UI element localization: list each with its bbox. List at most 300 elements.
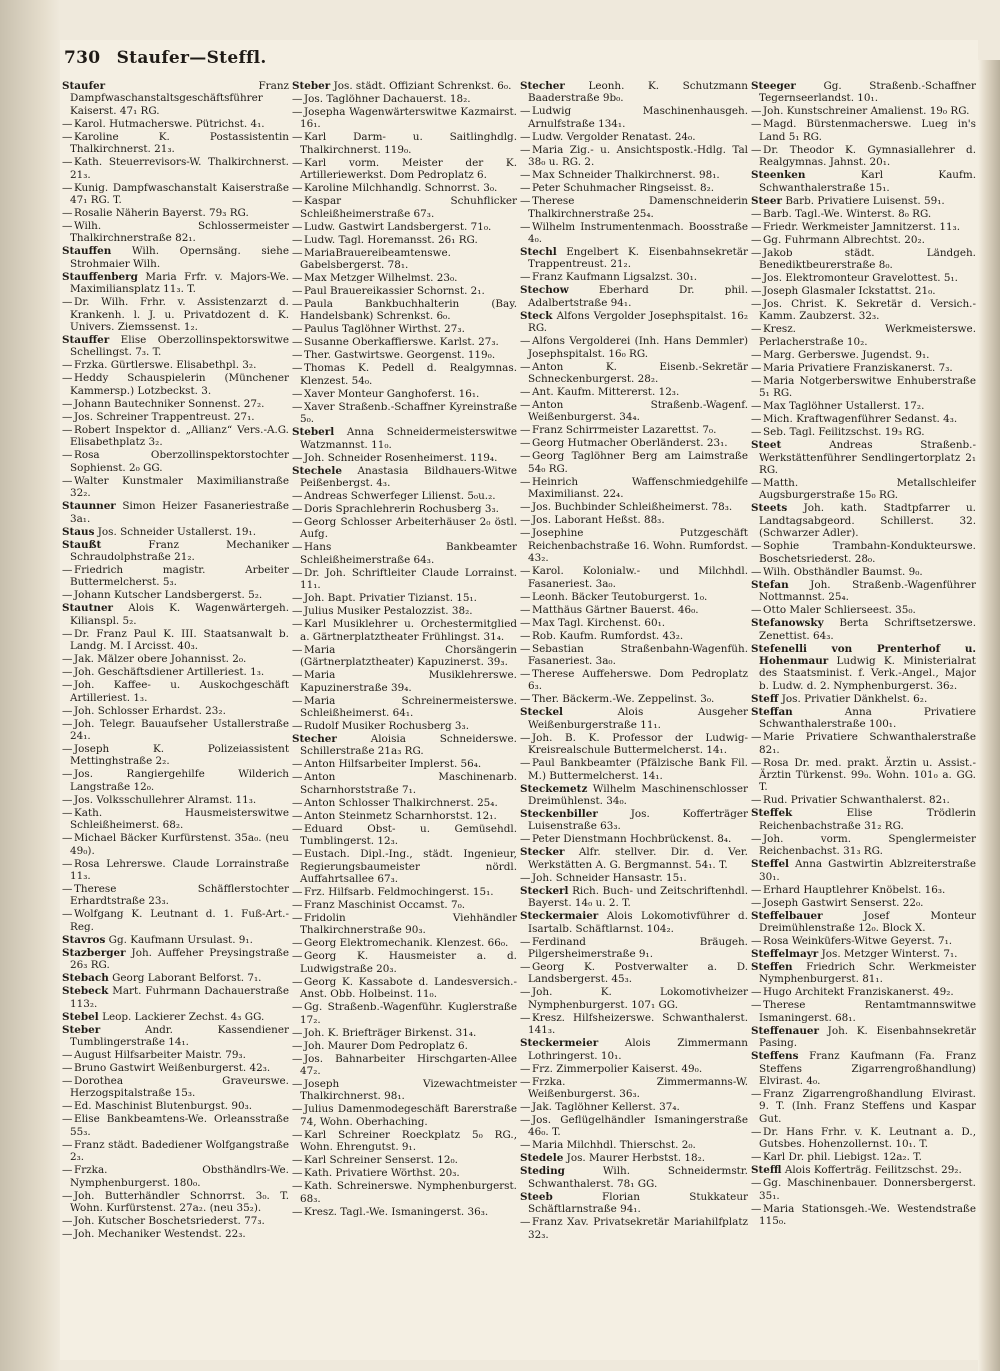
directory-entry <box>751 169 976 194</box>
repeat-dash: — <box>62 589 73 602</box>
repeat-dash: — <box>62 1215 73 1228</box>
entry-text: Maria Chorsängerin (Gärtnerplatztheater) Kapuzinerst. 39₃. <box>300 643 517 669</box>
entry-text: Franz Xav. Privatsekretär Mariahilfplatz 32₃. <box>528 1216 748 1241</box>
entry-text: Ludw. Gastwirt Landsbergerst. 71₀. <box>304 220 492 233</box>
directory-entry <box>62 1139 289 1164</box>
entry-text: Erhard Hauptlehrer Knöbelst. 16₃. <box>763 883 946 896</box>
entry-text: Wilh. Opernsäng. siehe Strohmaier Wilh. <box>70 245 289 270</box>
directory-entry <box>292 1053 517 1078</box>
entry-text: Max Tagl. Kirchenst. 60₁. <box>532 616 666 629</box>
entry-text: Therese Auffeherswe. Dom Pedroplatz 6₃. <box>528 667 748 693</box>
entry-surname: Stauffenberg <box>62 270 138 283</box>
repeat-dash: — <box>751 1177 762 1190</box>
entry-text: Joh. K. Eisenbahnsekretär Pasing. <box>759 1024 976 1050</box>
entry-text: Mart. Fuhrmann Dachauerstraße 113₂. <box>70 985 289 1010</box>
directory-entry <box>62 296 289 333</box>
entry-text: Karl vorm. Meister der K. Artilleriewerkst. Dom Pedroplatz 6. <box>300 156 517 182</box>
entry-text: Paula Bankbuchhalterin (Bay. Handelsbank) Schrenkst. 6₀. <box>300 298 517 323</box>
entry-text: Dr. Franz Paul K. III. Staatsanwalt b. Landg. M. I Arcisst. 40₃. <box>70 627 289 653</box>
entry-text: Eustach. Dipl.-Ing., städt. Ingenieur, Regierungsbaumeister nördl. Auffahrtsallee 67₃. <box>300 848 517 885</box>
repeat-dash: — <box>292 1180 303 1193</box>
entry-text: Georg Hutmacher Oberländerst. 23₁. <box>532 437 728 450</box>
entry-text: Rosa Dr. med. prakt. Ärztin u. Assist.-Ärztin Türkenst. 99₀. Wohn. 101₀ a. GG. T. <box>759 756 976 794</box>
repeat-dash: — <box>751 233 762 246</box>
directory-entry <box>751 1177 976 1202</box>
directory-entry <box>292 1167 517 1179</box>
entry-text: Therese Rentamtmannswitwe Ismaningerst. 68₁. <box>759 999 976 1024</box>
entry-text: Elise Bankbeamtens-We. Orleansstraße 55₃. <box>70 1113 289 1138</box>
entry-text: Otto Maler Schlierseest. 35₀. <box>763 604 916 617</box>
directory-entry <box>751 234 976 246</box>
entry-text: Joseph K. Polizeiassistent Mettinghstraße 2₂. <box>70 742 289 768</box>
directory-entry <box>62 858 289 883</box>
repeat-dash: — <box>62 627 73 640</box>
binding-shadow <box>0 0 60 1371</box>
entry-text: Joh. Schneider Rosenheimerst. 119₄. <box>304 451 498 464</box>
entry-surname: Stebel <box>62 1010 99 1023</box>
directory-entry <box>292 106 517 131</box>
directory-entry <box>520 144 748 169</box>
entry-surname: Steeger <box>751 80 796 92</box>
entry-text: Anna Privatiere Schwanthalerstraße 100₁. <box>759 705 976 731</box>
entry-text: Karoline K. Postassistentin Thalkirchnerst. 21₃. <box>70 130 289 156</box>
directory-entry <box>520 221 748 246</box>
entry-text: Georg Laborant Belforst. 7₁. <box>112 972 262 985</box>
directory-entry <box>62 80 289 117</box>
directory-entry <box>292 349 517 361</box>
directory-entry <box>751 986 976 998</box>
entry-text: Jos. Privatier Dänkhelst. 6₂. <box>781 692 928 705</box>
directory-entry <box>292 695 517 720</box>
repeat-dash: — <box>62 1049 73 1061</box>
entry-text: Georg K. Hausmeister a. d. Ludwigstraße 20₃. <box>300 950 517 975</box>
repeat-dash: — <box>292 336 303 349</box>
repeat-dash: — <box>751 477 762 490</box>
entry-text: Xaver Straßenb.-Schaffner Kyreinstraße 5₀. <box>300 400 517 426</box>
repeat-dash: — <box>292 694 303 707</box>
directory-entry <box>292 80 517 92</box>
directory-entry <box>751 566 976 578</box>
entry-surname: Steckermaier <box>520 910 599 923</box>
repeat-dash: — <box>751 220 762 233</box>
repeat-dash: — <box>292 898 303 911</box>
repeat-dash: — <box>62 449 73 462</box>
directory-entry <box>520 693 748 705</box>
directory-entry <box>751 272 976 284</box>
repeat-dash: — <box>62 423 73 436</box>
directory-entry <box>62 883 289 908</box>
repeat-dash: — <box>62 1228 73 1241</box>
directory-entry <box>292 618 517 643</box>
repeat-dash: — <box>292 809 303 822</box>
entry-text: Julius Musiker Pestalozzist. 38₂. <box>304 605 473 618</box>
directory-entry <box>62 666 289 678</box>
entry-text: Karol. Hutmacherswe. Pütrichst. 4₁. <box>74 117 265 130</box>
entry-text: Robert Inspektor d. „Allianz“ Vers.-A.G. Elisabethplatz 3₂. <box>70 423 289 449</box>
entry-text: Frz. Hilfsarb. Feldmochingerst. 15₁. <box>304 885 494 898</box>
entry-text: Maria Notgerberswitwe Enhuberstraße 5₁ RG. <box>759 374 976 400</box>
entry-text: Karl Darm- u. Saitlinghdlg. Thalkirchnerst. 119₀. <box>300 131 517 156</box>
directory-entry <box>751 706 976 731</box>
directory-entry <box>292 1180 517 1205</box>
entry-surname: Staußt <box>62 538 102 551</box>
repeat-dash: — <box>520 169 531 182</box>
entry-text: Georg Schlosser Arbeiterhäuser 2₀ östl. Aufg. <box>300 516 517 541</box>
repeat-dash: — <box>292 758 303 771</box>
page-header <box>64 48 964 76</box>
entry-text: Hans Bankbeamter Schleißheimerstraße 64₃. <box>300 541 517 566</box>
entry-text: Kresz. Werkmeisterswe. Perlacherstraße 10₂. <box>759 323 976 348</box>
directory-entry <box>62 1215 289 1227</box>
entry-surname: Steffl <box>751 1164 782 1177</box>
directory-entry <box>292 465 517 490</box>
entry-text: Alois Zimmermann Lothringerst. 10₁. <box>528 1037 748 1062</box>
directory-entry <box>751 221 976 233</box>
entry-text: Max Metzger Wilhelmst. 23₀. <box>304 272 458 285</box>
directory-entry <box>751 617 976 642</box>
entry-text: Fridolin Viehhändler Thalkirchnerstraße 90₃. <box>300 911 517 937</box>
repeat-dash: — <box>751 272 762 285</box>
entry-text: Jos. Schneider Ustallerst. 19₁. <box>97 525 257 538</box>
repeat-dash: — <box>292 400 303 413</box>
directory-entry <box>62 156 289 181</box>
repeat-dash: — <box>520 693 531 706</box>
entry-surname: Steberl <box>292 426 335 439</box>
entry-text: August Hilfsarbeiter Maistr. 79₃. <box>74 1049 246 1061</box>
entry-text: Paul Bankbeamter (Pfälzische Bank Fil. M.) Buttermelcherst. 14₁. <box>528 757 748 782</box>
directory-entry <box>520 617 748 629</box>
directory-entry <box>62 271 289 296</box>
directory-entry <box>62 908 289 933</box>
directory-entry <box>751 604 976 616</box>
repeat-dash: — <box>292 1167 303 1180</box>
directory-entry <box>520 1191 748 1216</box>
entry-text: Jakob städt. Ländgeh. Benediktbeurerstraße 8₀. <box>759 246 976 272</box>
repeat-dash: — <box>520 1101 531 1113</box>
directory-entry <box>292 669 517 694</box>
entry-text: Aloisia Schneiderswe. Schillerstraße 21a₃ RG. <box>300 732 517 758</box>
repeat-dash: — <box>520 182 531 195</box>
repeat-dash: — <box>751 832 762 845</box>
directory-entry <box>62 245 289 270</box>
directory-entry <box>520 1063 748 1075</box>
entry-text: Ludwig Maschinenhausgeh. Arnulfstraße 134₁. <box>528 105 748 130</box>
directory-entry <box>292 644 517 669</box>
entry-text: Paul Brauereikassier Schornst. 2₁. <box>304 285 485 298</box>
entry-text: Frzka. Zimmermanns-W. Weißenburgerst. 36₃. <box>528 1075 748 1100</box>
directory-entry <box>292 195 517 220</box>
repeat-dash: — <box>62 1189 73 1202</box>
repeat-dash: — <box>520 616 531 629</box>
directory-entry <box>751 961 976 986</box>
repeat-dash: — <box>62 474 73 487</box>
entry-text: Georg Taglöhner Berg am Laimstraße 54₀ RG. <box>528 450 748 475</box>
repeat-dash: — <box>62 793 73 806</box>
entry-text: Karol. Kolonialw.- und Milchhdl. Fasaneriest. 3a₀. <box>528 565 748 590</box>
directory-entry <box>751 349 976 361</box>
entry-text: Karoline Milchhandlg. Schnorrst. 3₀. <box>304 182 498 195</box>
directory-entry <box>520 1165 748 1190</box>
entry-text: Peter Dienstmann Hochbrückenst. 8₄. <box>532 833 732 846</box>
repeat-dash: — <box>520 424 531 437</box>
directory-entry <box>520 986 748 1011</box>
page-edge-shadow <box>978 60 1000 1371</box>
directory-entry <box>751 579 976 604</box>
repeat-dash: — <box>751 883 762 896</box>
entry-surname: Steffek <box>751 807 793 820</box>
directory-entry <box>520 450 748 475</box>
directory-entry <box>292 182 517 194</box>
repeat-dash: — <box>292 643 303 656</box>
entry-surname: Steckel <box>520 706 563 719</box>
entry-surname: Stecher <box>292 732 337 745</box>
repeat-dash: — <box>292 1205 303 1218</box>
entry-text: Georg K. Postverwalter a. D. Landsbergerst. 45₃. <box>528 960 748 986</box>
repeat-dash: — <box>62 857 73 870</box>
repeat-dash: — <box>292 451 303 464</box>
entry-text: Kaspar Schuhflicker Schleißheimerstraße 67₃. <box>300 195 517 220</box>
repeat-dash: — <box>62 130 73 143</box>
directory-entry <box>62 602 289 627</box>
directory-entry <box>520 783 748 808</box>
directory-entry <box>520 1114 748 1139</box>
directory-entry <box>292 733 517 758</box>
entry-text: Joseph Gastwirt Senserst. 22₀. <box>763 896 924 909</box>
entry-text: Frz. Zimmerpolier Kaiserst. 49₀. <box>532 1062 703 1075</box>
directory-entry <box>520 1037 748 1062</box>
repeat-dash: — <box>751 246 762 259</box>
directory-entry <box>520 169 748 181</box>
entry-text: Maria Schreinermeisterswe. Schleißheimerst. 64₁. <box>300 694 517 719</box>
directory-entry <box>520 643 748 668</box>
directory-entry <box>751 247 976 272</box>
repeat-dash: — <box>62 1138 73 1151</box>
directory-entry <box>62 398 289 410</box>
directory-entry <box>292 810 517 822</box>
repeat-dash: — <box>751 1151 762 1164</box>
entry-surname: Steffelbauer <box>751 909 823 922</box>
entry-text: Ther. Bäckerm.-We. Zeppelinst. 3₀. <box>532 693 715 706</box>
directory-entry <box>62 947 289 972</box>
repeat-dash: — <box>520 1216 531 1229</box>
entry-text: Ferdinand Bräugeh. Pilgersheimerstraße 9₁. <box>528 935 748 960</box>
repeat-dash: — <box>292 298 303 311</box>
entry-surname: Stazberger <box>62 946 126 959</box>
directory-entry <box>62 539 289 564</box>
repeat-dash: — <box>520 935 531 948</box>
directory-entry <box>62 794 289 806</box>
entry-surname: Stebach <box>62 972 109 985</box>
entry-text: Joh. Kaffee- u. Auskochgeschäft Artilleriest. 1₃. <box>70 679 289 704</box>
entry-text: Jos. Buchbinder Schleißheimerst. 78₃. <box>532 501 733 514</box>
repeat-dash: — <box>292 349 303 362</box>
repeat-dash: — <box>751 1202 762 1215</box>
directory-entry <box>520 246 748 271</box>
directory-entry <box>751 413 976 425</box>
directory-entry <box>62 182 289 207</box>
entry-text: Karl Dr. phil. Liebigst. 12a₂. T. <box>763 1151 922 1164</box>
entry-text: Josephine Putzgeschäft Reichenbachstraße 16. Wohn. Rumfordst. 43₂. <box>528 527 748 565</box>
directory-entry <box>62 705 289 717</box>
directory-entry <box>62 411 289 423</box>
directory-entry <box>520 131 748 143</box>
directory-entry <box>62 743 289 768</box>
directory-columns <box>62 80 977 1360</box>
repeat-dash: — <box>62 117 73 130</box>
directory-entry <box>62 564 289 589</box>
entry-text: Joh. Auffeher Preysingstraße 26₃ RG. <box>70 946 289 972</box>
repeat-dash: — <box>292 220 303 233</box>
entry-text: Kath. Steuerrevisors-W. Thalkirchnerst. 21₃. <box>70 156 289 181</box>
directory-entry <box>520 271 748 283</box>
repeat-dash: — <box>292 566 303 579</box>
directory-entry <box>751 362 976 374</box>
repeat-dash: — <box>62 908 73 921</box>
directory-entry <box>62 1100 289 1112</box>
entry-surname: Staus <box>62 525 95 538</box>
directory-entry <box>751 1088 976 1125</box>
entry-text: Rudolf Musiker Rochusberg 3₃. <box>304 719 470 732</box>
directory-entry <box>751 858 976 883</box>
directory-entry <box>292 1040 517 1052</box>
entry-text: Rob. Kaufm. Rumfordst. 43₂. <box>532 629 684 642</box>
repeat-dash: — <box>520 1075 531 1088</box>
directory-entry <box>520 732 748 757</box>
repeat-dash: — <box>520 1011 531 1024</box>
entry-text: MariaBrauereibeamtenswe. Gabelsbergerst. 78₁. <box>300 246 451 272</box>
repeat-dash: — <box>292 106 303 118</box>
directory-entry <box>751 1025 976 1050</box>
directory-entry <box>62 1113 289 1138</box>
repeat-dash: — <box>62 359 73 372</box>
entry-surname: Steckenbiller <box>520 807 598 820</box>
entry-text: Frzka. Gürtlerswe. Elisabethpl. 3₂. <box>74 359 257 372</box>
directory-entry <box>62 832 289 857</box>
repeat-dash: — <box>520 565 531 578</box>
repeat-dash: — <box>292 93 303 105</box>
directory-entry <box>292 1206 517 1218</box>
repeat-dash: — <box>520 399 531 412</box>
repeat-dash: — <box>751 298 762 311</box>
directory-entry <box>292 490 517 502</box>
entry-surname: Steffelmayr <box>751 947 819 960</box>
entry-text: Wolfgang K. Leutnant d. 1. Fuß-Art.-Reg. <box>70 908 289 933</box>
entry-text: Rosa Oberzollinspektorstochter Sophienst. 2₀ GG. <box>70 449 289 474</box>
entry-text: Franz Zigarrengroßhandlung Elvirast. 9. T. (Inh. Franz Steffens und Kaspar Gut. <box>759 1088 976 1125</box>
repeat-dash: — <box>62 742 73 755</box>
entry-surname: Stedele <box>520 1152 564 1165</box>
entry-text: Franz städt. Badediener Wolfgangstraße 2₃. <box>70 1138 289 1164</box>
directory-entry <box>292 950 517 975</box>
repeat-dash: — <box>751 207 762 220</box>
repeat-dash: — <box>751 794 762 807</box>
entry-text: Ludw. Vergolder Renatast. 24₀. <box>532 130 696 143</box>
repeat-dash: — <box>62 832 73 845</box>
directory-entry <box>520 399 748 424</box>
entry-text: Engelbert K. Eisenbahnsekretär Trappentreust. 21₂. <box>528 246 748 271</box>
entry-text: Jos. Volksschullehrer Alramst. 11₃. <box>74 793 257 806</box>
repeat-dash: — <box>292 182 303 195</box>
repeat-dash: — <box>292 503 303 516</box>
entry-text: Anton Steinmetz Scharnhorstst. 12₁. <box>304 809 497 822</box>
entry-text: Jak. Taglöhner Kellerst. 37₄. <box>532 1101 680 1113</box>
repeat-dash: — <box>62 156 73 169</box>
directory-entry <box>520 527 748 564</box>
repeat-dash: — <box>62 397 73 410</box>
repeat-dash: — <box>520 731 531 744</box>
directory-entry <box>62 424 289 449</box>
entry-surname: Stechele <box>292 464 342 477</box>
directory-entry <box>751 1050 976 1087</box>
entry-surname: Stauffen <box>62 245 112 258</box>
repeat-dash: — <box>62 220 73 233</box>
directory-entry <box>751 540 976 565</box>
entry-surname: Stefenelli von Prenterhof u. Hohenmaur <box>751 642 976 667</box>
directory-entry <box>62 718 289 743</box>
entry-text: Kath. Schreinerswe. Nymphenburgerst. 68₃. <box>300 1180 517 1205</box>
repeat-dash: — <box>292 618 303 631</box>
directory-entry <box>520 514 748 526</box>
repeat-dash: — <box>520 1139 531 1152</box>
directory-entry <box>751 375 976 400</box>
directory-entry <box>520 361 748 386</box>
repeat-dash: — <box>62 1164 73 1177</box>
entry-text: Kresz. Tagl.-We. Ismaningerst. 36₃. <box>304 1205 489 1218</box>
entry-surname: Steenken <box>751 169 806 182</box>
directory-entry <box>62 220 289 245</box>
directory-entry <box>520 872 748 884</box>
repeat-dash: — <box>751 361 762 374</box>
entry-text: Andreas Straßenb.-Werkstättenführer Sendlingertorplatz 2₁ RG. <box>759 439 976 477</box>
entry-text: Wilh. Schlossermeister Thalkirchnerstraße 82₁. <box>70 220 289 245</box>
repeat-dash: — <box>62 1100 73 1113</box>
directory-entry <box>751 884 976 896</box>
repeat-dash: — <box>292 131 303 144</box>
directory-entry <box>520 668 748 693</box>
repeat-dash: — <box>751 986 762 999</box>
directory-entry <box>520 757 748 782</box>
entry-text: Jos. Bahnarbeiter Hirschgarten-Allee 47₂. <box>300 1052 517 1077</box>
repeat-dash: — <box>292 796 303 809</box>
entry-text: Dr. Joh. Schriftleiter Claude Lorrainst. 11₁. <box>300 566 517 592</box>
entry-surname: Staufer <box>62 80 106 92</box>
directory-entry <box>751 794 976 806</box>
directory-entry <box>62 1164 289 1189</box>
directory-entry <box>62 628 289 653</box>
entry-text: Magd. Bürstenmacherswe. Lueg in's Land 5₁ RG. <box>759 118 976 143</box>
entry-surname: Steckemetz <box>520 782 588 795</box>
entry-text: Jos. Schreiner Trappentreust. 27₁. <box>74 410 255 423</box>
entry-text: Leonh. K. Schutzmann Baaderstraße 9b₀. <box>528 80 748 105</box>
entry-text: Alfons Vergolder Josephspitalst. 16₂ RG. <box>528 309 748 335</box>
directory-entry <box>520 1101 748 1113</box>
repeat-dash: — <box>751 323 762 336</box>
repeat-dash: — <box>292 285 303 298</box>
entry-text: Jos. Kofferträger Luisenstraße 63₃. <box>528 807 748 833</box>
repeat-dash: — <box>520 603 531 616</box>
directory-entry <box>62 807 289 832</box>
directory-entry <box>751 1126 976 1151</box>
repeat-dash: — <box>292 323 303 336</box>
repeat-dash: — <box>751 374 762 387</box>
entry-surname: Stautner <box>62 602 114 615</box>
entry-surname: Steffan <box>751 705 793 718</box>
entry-text: Dr. Theodor K. Gymnasiallehrer d. Realgymnas. Jahnst. 20₁. <box>759 143 976 169</box>
directory-entry <box>62 500 289 525</box>
repeat-dash: — <box>520 360 531 373</box>
entry-text: Anton Maschinenarb. Scharnhorststraße 7₁. <box>300 771 517 796</box>
entry-text: Berta Schriftsetzerswe. Zenettist. 64₃. <box>759 617 976 642</box>
